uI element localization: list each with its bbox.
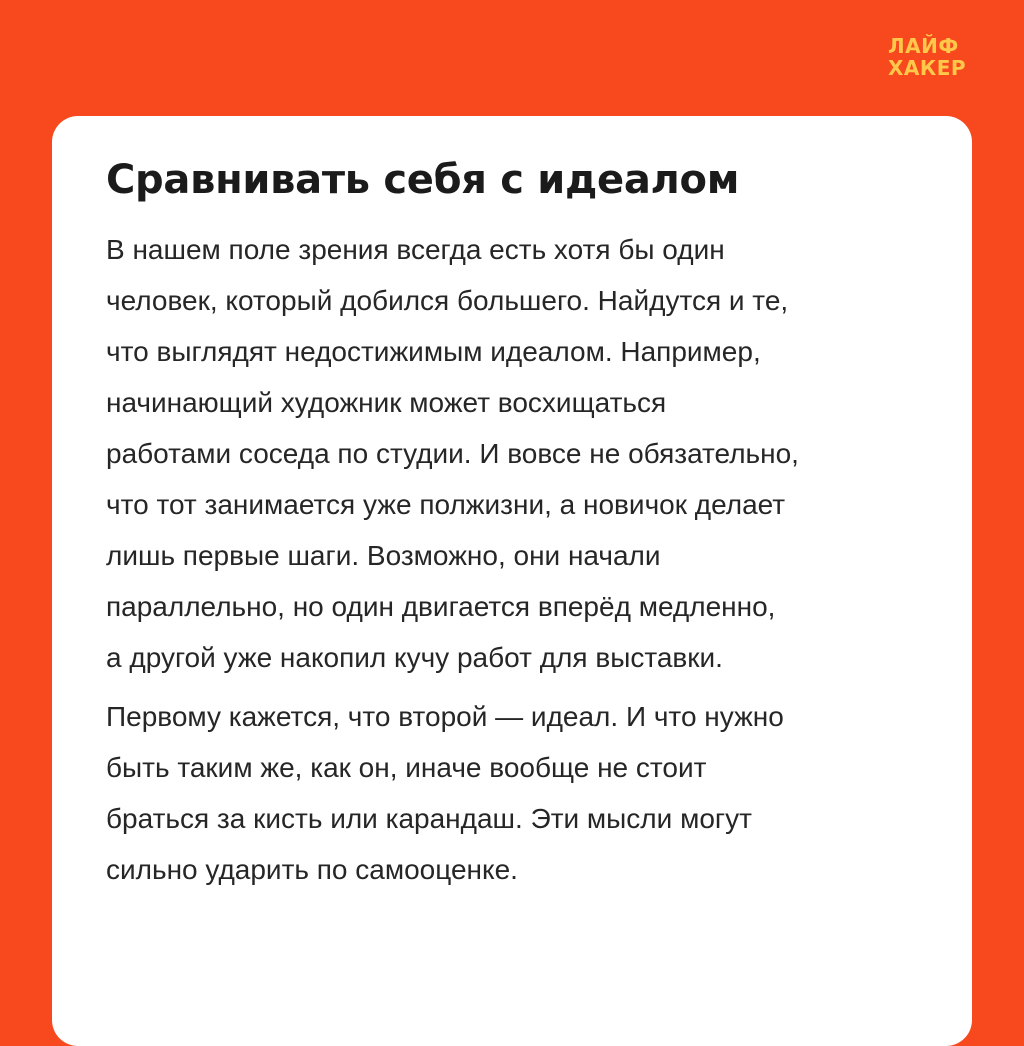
paragraph-1-line: лишь первые шаги. Возможно, они начали (106, 540, 661, 571)
logo-line-2: ХАКЕР (888, 56, 967, 80)
paragraph-1 (106, 224, 924, 683)
paragraph-1-line: а другой уже накопил кучу работ для выставки. (106, 642, 723, 673)
paragraph-2-line: Первому кажется, что второй — идеал. И что нужно (106, 701, 784, 732)
card-title: Сравнивать себя с идеалом (106, 157, 740, 203)
paragraph-1-line: что выглядят недостижимым идеалом. Например, (106, 336, 761, 367)
paragraph-2-line: браться за кисть или карандаш. Эти мысли могут (106, 803, 752, 834)
paragraph-1-line: что тот занимается уже полжизни, а новичок делает (106, 489, 786, 520)
paragraph-2-line: сильно ударить по самооценке. (106, 854, 518, 885)
content-card (52, 116, 972, 1046)
paragraph-1-line: человек, который добился большего. Найдутся и те, (106, 285, 789, 316)
paragraph-1-line: параллельно, но один двигается вперёд медленно, (106, 591, 776, 622)
paragraph-1-line: начинающий художник может восхищаться (106, 387, 667, 418)
logo-line-1: ЛАЙФ (888, 34, 959, 58)
paragraph-2 (106, 691, 924, 895)
lifehacker-logo (888, 35, 978, 79)
paragraph-1-line: работами соседа по студии. И вовсе не обязательно, (106, 438, 799, 469)
paragraph-2-line: быть таким же, как он, иначе вообще не стоит (106, 752, 707, 783)
paragraph-1-line: В нашем поле зрения всегда есть хотя бы один (106, 234, 725, 265)
